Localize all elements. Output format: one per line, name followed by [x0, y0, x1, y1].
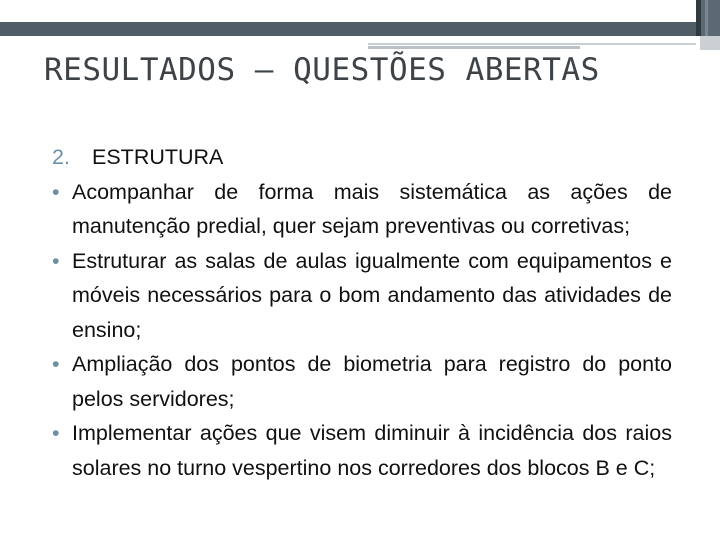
section-number: 2. [52, 145, 70, 169]
bullet-text: Acompanhar de forma mais sistemática as ações de manutenção predial, quer sejam preventivas ou corretivas; [72, 179, 672, 238]
header-top-band [0, 0, 720, 22]
header-corner-shadow [700, 36, 720, 50]
bullet-text: Estruturar as salas de aulas igualmente com equipamentos e móveis necessários para o bom andamento das atividades de ensino; [72, 248, 672, 342]
bullet-text: Implementar ações que visem diminuir à incidência dos raios solares no turno vespertino nos corredores dos blocos B e C; [72, 421, 672, 480]
bullet-icon: • [52, 352, 60, 376]
bullet-item [52, 347, 672, 416]
slide-body [52, 140, 672, 485]
slide-title: RESULTADOS – QUESTÕES ABERTAS [44, 52, 600, 88]
header-corner-block [700, 0, 720, 36]
header-corner-stripe-light [705, 0, 708, 36]
bullet-item [52, 244, 672, 348]
bullet-text: Ampliação dos pontos de biometria para registro do ponto pelos servidores; [72, 352, 672, 411]
bullet-icon: • [52, 179, 60, 204]
header-corner-stripe [696, 0, 701, 36]
bullet-icon: • [52, 248, 60, 273]
title-accent-line [368, 43, 696, 45]
header-bar [0, 22, 700, 36]
bullet-item [52, 175, 672, 244]
title-accent-line-short [368, 46, 580, 49]
bullet-item [52, 416, 672, 485]
section-heading [52, 140, 672, 175]
bullet-icon: • [52, 421, 60, 445]
section-label: ESTRUTURA [92, 145, 224, 169]
